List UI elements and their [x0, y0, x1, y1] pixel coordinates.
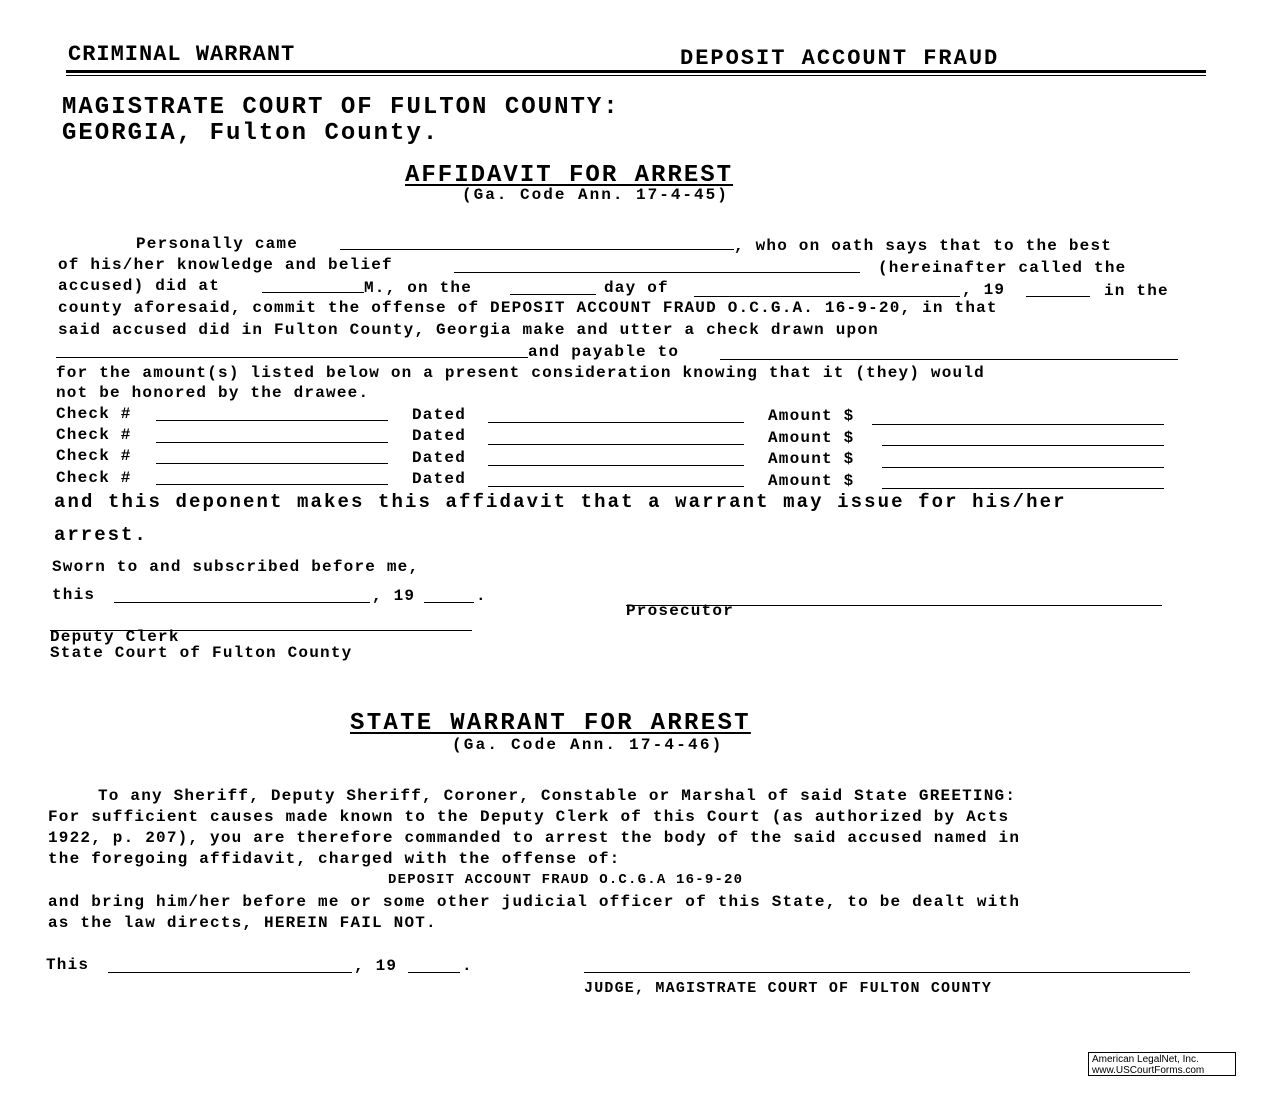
- affidavit-line-1: [136, 235, 298, 253]
- warrant-year-label: , 19: [354, 957, 398, 975]
- month-field[interactable]: [694, 296, 960, 297]
- amount-field-3[interactable]: [882, 467, 1164, 468]
- header-left-title: CRIMINAL WARRANT: [68, 42, 296, 67]
- check-number-field-1[interactable]: [156, 420, 388, 421]
- affidavit-line-4: county aforesaid, commit the offense of DEPOSIT ACCOUNT FRAUD O.C.G.A. 16-9-20, in that: [58, 299, 998, 317]
- amount-label-4: Amount $: [768, 472, 855, 490]
- state-court-label: State Court of Fulton County: [50, 644, 353, 662]
- warrant-date-field[interactable]: [108, 972, 352, 973]
- sworn-year-field[interactable]: [424, 602, 474, 603]
- dated-label-2: Dated: [412, 427, 467, 445]
- warrant-code: (Ga. Code Ann. 17-4-46): [452, 736, 724, 754]
- check-number-field-4[interactable]: [156, 484, 388, 485]
- check-label-3: Check #: [56, 447, 132, 465]
- affidavit-line-3b: M., on the: [364, 279, 473, 297]
- dated-label-4: Dated: [412, 470, 467, 488]
- affidavit-title: AFFIDAVIT FOR ARREST: [405, 162, 734, 189]
- dated-field-3[interactable]: [488, 465, 744, 466]
- amount-field-1[interactable]: [872, 424, 1164, 425]
- warrant-period: .: [462, 957, 473, 975]
- check-label-2: Check #: [56, 426, 132, 444]
- prosecutor-label: Prosecutor: [626, 602, 735, 620]
- warrant-offense: DEPOSIT ACCOUNT FRAUD O.C.G.A 16-9-20: [388, 872, 744, 888]
- warrant-title: STATE WARRANT FOR ARREST: [350, 710, 751, 737]
- affidavit-line-3e: in the: [1104, 282, 1169, 300]
- amount-label-3: Amount $: [768, 450, 855, 468]
- dated-label-1: Dated: [412, 406, 467, 424]
- warrant-year-field[interactable]: [408, 972, 460, 973]
- header-rule: [66, 70, 1206, 73]
- period: .: [476, 587, 487, 605]
- affidavit-line-1b: , who on oath says that to the best: [734, 237, 1113, 255]
- affidavit-line-7: for the amount(s) listed below on a present consideration knowing that it (they) would: [56, 364, 985, 382]
- amount-field-2[interactable]: [882, 445, 1164, 446]
- affidavit-line-9: and this deponent makes this affidavit that a warrant may issue for his/her: [54, 491, 1067, 513]
- warrant-line-2: For sufficient causes made known to the Deputy Clerk of this Court (as authorized by Acts: [48, 808, 1010, 826]
- affidavit-line-5: said accused did in Fulton County, Georgia make and utter a check drawn upon: [58, 321, 879, 339]
- amount-label-1: Amount $: [768, 407, 855, 425]
- court-line-2: GEORGIA, Fulton County.: [62, 120, 440, 147]
- warrant-line-4: the foregoing affidavit, charged with the offense of:: [48, 850, 621, 868]
- footer-line-1: American LegalNet, Inc.: [1092, 1054, 1199, 1065]
- day-field[interactable]: [510, 294, 596, 295]
- judge-signature-line[interactable]: [584, 972, 1190, 973]
- affidavit-code: (Ga. Code Ann. 17-4-45): [462, 186, 729, 204]
- footer-stamp: [1088, 1052, 1236, 1076]
- check-label-4: Check #: [56, 469, 132, 487]
- this-label: this: [52, 586, 96, 604]
- year-field[interactable]: [1026, 296, 1090, 297]
- warrant-this-label: This: [46, 956, 90, 974]
- name-field[interactable]: [340, 249, 734, 250]
- affidavit-line-2a: of his/her knowledge and belief: [58, 256, 393, 274]
- amount-label-2: Amount $: [768, 429, 855, 447]
- check-number-field-3[interactable]: [156, 463, 388, 464]
- amount-field-4[interactable]: [882, 488, 1164, 489]
- header-rule-thin: [66, 75, 1206, 76]
- warrant-line-1: To any Sheriff, Deputy Sheriff, Coroner, Constable or Marshal of said State GREETING:: [98, 787, 1017, 805]
- court-line-1: MAGISTRATE COURT OF FULTON COUNTY:: [62, 94, 620, 121]
- bank-field[interactable]: [56, 357, 528, 358]
- judge-label: JUDGE, MAGISTRATE COURT OF FULTON COUNTY: [584, 980, 993, 997]
- accused-name-field[interactable]: [454, 272, 860, 273]
- header-right-title: DEPOSIT ACCOUNT FRAUD: [680, 46, 1000, 71]
- dated-field-1[interactable]: [488, 422, 744, 423]
- text-personally-came: Personally came: [136, 235, 299, 253]
- affidavit-line-8: not be honored by the drawee.: [56, 384, 370, 402]
- affidavit-line-3c: day of: [604, 279, 669, 297]
- affidavit-line-3a: accused) did at: [58, 277, 221, 295]
- deputy-clerk-label: Deputy Clerk: [50, 628, 180, 646]
- year-label: , 19: [372, 587, 416, 605]
- affidavit-line-10: arrest.: [54, 524, 148, 546]
- payee-field[interactable]: [720, 359, 1178, 360]
- dated-label-3: Dated: [412, 449, 467, 467]
- dated-field-2[interactable]: [488, 444, 744, 445]
- affidavit-line-3d: , 19: [962, 281, 1006, 299]
- time-field[interactable]: [262, 292, 364, 293]
- affidavit-line-2b: (hereinafter called the: [878, 259, 1127, 277]
- affidavit-line-6: and payable to: [528, 343, 680, 361]
- check-label-1: Check #: [56, 405, 132, 423]
- warrant-line-5: and bring him/her before me or some other judicial officer of this State, to be dealt with: [48, 893, 1021, 911]
- warrant-line-6: as the law directs, HEREIN FAIL NOT.: [48, 914, 437, 932]
- sworn-text: Sworn to and subscribed before me,: [52, 558, 420, 576]
- check-number-field-2[interactable]: [156, 442, 388, 443]
- warrant-line-3: 1922, p. 207), you are therefore commanded to arrest the body of the said accused named in: [48, 829, 1021, 847]
- footer-line-2: www.USCourtForms.com: [1092, 1065, 1205, 1076]
- dated-field-4[interactable]: [488, 486, 744, 487]
- sworn-date-field[interactable]: [114, 602, 370, 603]
